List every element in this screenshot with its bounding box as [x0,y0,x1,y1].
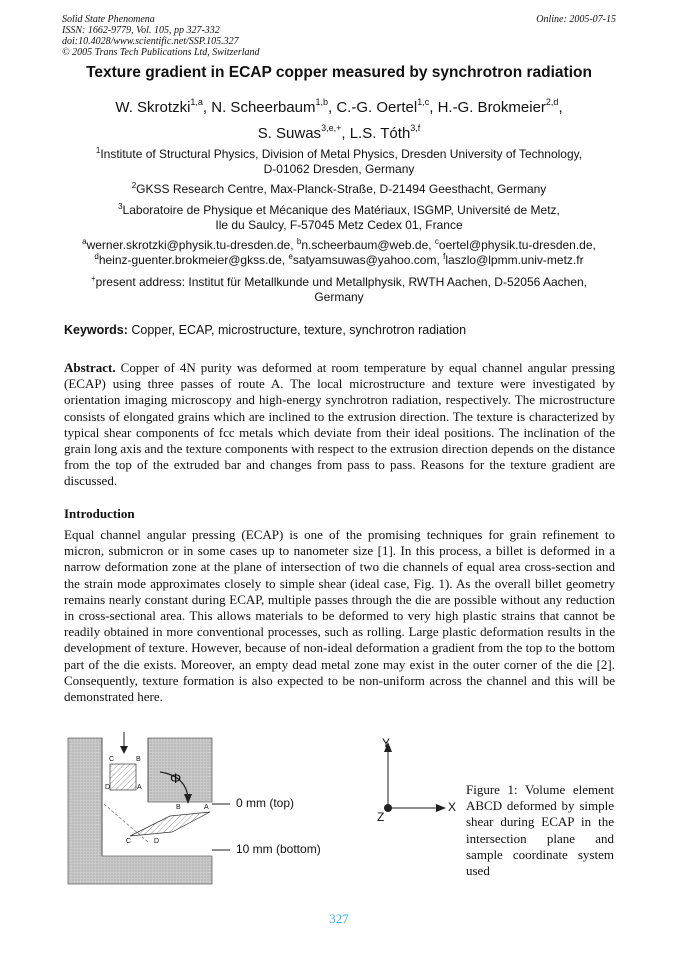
sheared-c-label: C [126,838,132,845]
sheared-a-label: A [204,804,209,811]
doi-line: doi:10.4028/www.scientific.net/SSP.105.327 [62,36,239,47]
keywords [64,323,618,337]
author: N. Scheerbaum [211,99,316,116]
section-heading-introduction: Introduction [64,506,135,521]
email-link[interactable]: laszlo@lpmm.univ-metz.fr [445,253,584,267]
paper-title: Texture gradient in ECAP copper measured by synchrotron radiation [86,64,592,81]
author-sup: 3,e,+ [321,123,342,133]
corner-d-label: D [105,784,111,791]
author: S. Suwas [257,125,322,142]
affiliation-2: $^2$GKSS Research Centre, Max-Planck-Straße, D-21494 Geesthacht, Germany [131,181,547,196]
email-link[interactable]: n.scheerbaum@web.de [301,238,429,252]
email-link[interactable]: heinz-guenter.brokmeier@gkss.de [98,253,282,267]
z-axis-dot [384,804,392,812]
affiliation-3: $^3$Laboratoire de Physique et Mécanique des Matériaux, ISGMP, Université de Metz, Ile du Saulcy, F-57045 Metz Cedex 01, France [118,202,560,232]
keywords-text: Copper, ECAP, microstructure, texture, synchrotron radiation [127,323,467,337]
phi-label: Φ [170,770,182,786]
email-link[interactable]: oertel@physik.tu-dresden.de, [438,238,596,252]
email-list: $^a$werner.skrotzki@physik.tu-dresden.de, $^b$n.scheerbaum@web.de, $^c$oertel@physik.tu-dresden.de, $^d$heinz-guenter.brokmeier@gkss.de, $^e$satyamsuwas@yahoo.com, $^f$laszlo@lpmm.univ-metz.fr [82,237,596,267]
author: C.-G. Oertel [336,99,418,116]
ecap-die-diagram [60,732,480,892]
journal-name: Solid State Phenomena [62,14,155,25]
abstract-text: Copper of 4N purity was deformed at room temperature by equal channel angular pressing (ECAP) using three passes of route A. The local microstructure and texture were investigated by orientation imaging microscopy and high-energy synchrotron radiation, respectively. The microstructure consists of elongated grains which are inclined to the extrusion direction. The texture is characterized by typical shear components of fcc metals which deviate from their ideal positions. The inclination of the grain long axis and the texture components with respect to the extrusion direction depends on the distance from the top of the extruded bar and changes from pass to pass. Reasons for the texture gradient are discussed. [64,360,615,489]
online-date: Online: 2005-07-15 [536,14,616,25]
axis-z-label: Z [377,810,385,824]
sheared-b-label: B [176,804,181,811]
sheared-d-label: D [154,838,160,845]
corner-a-label: A [137,784,142,791]
corner-b-label: B [136,756,141,763]
page-number: 327 [329,911,349,926]
figure-1-caption: Figure 1: Volume element ABCD deformed by simple shear during ECAP in the intersection plane and sample coordinate system used [466,782,614,879]
author-line-2: S. Suwas$^{3,e,+}$, L.S. Tóth$^{3,f}$ [257,123,421,142]
affiliation-1: $^1$Institute of Structural Physics, Division of Metal Physics, Dresden University of Technology, D-01062 Dresden, Germany [95,146,583,176]
author: H.-G. Brokmeier [437,99,546,116]
abstract-label: Abstract. [64,360,116,375]
abstract [64,360,615,490]
volume-element-initial [110,764,136,790]
label-top: 0 mm (top) [236,796,295,810]
axis-y-label: Y [382,736,391,750]
author-sup: 2,d [545,97,559,107]
email-link[interactable]: satyamsuwas@yahoo.com [292,253,437,267]
present-address: +present address: Institut für Metallkunde und Metallphysik, RWTH Aachen, D-52056 Aachen, Germany [90,274,588,304]
author-sup: 1,b [315,97,328,107]
author-line-1: W. Skrotzki$^{1,a}$, N. Scheerbaum$^{1,b}$, C.-G. Oertel$^{1,c}$, H.-G. Brokmeier$^{2,d}$, [115,97,563,116]
author-list [40,95,638,147]
corner-c-label: C [109,756,115,763]
intersection-plane [104,804,148,842]
author-sup: 1,a [190,97,203,107]
email-link[interactable]: werner.skrotzki@physik.tu-dresden.de [86,238,291,252]
volume-element-sheared [130,812,210,836]
author: W. Skrotzki [115,99,191,116]
axis-x-label: X [448,800,457,814]
label-bottom: 10 mm (bottom) [236,842,321,856]
author-sup: 3,f [410,123,421,133]
journal-header [62,14,616,58]
author-sup: 1,c [417,97,430,107]
author: L.S. Tóth [349,125,411,142]
issn-line: ISSN: 1662-9779, Vol. 105, pp 327-332 [62,25,220,36]
introduction-text: Equal channel angular pressing (ECAP) is one of the promising techniques for grain refinement to micron, submicron or in some cases up to nanometer size [1]. In this process, a billet is deformed in a narrow deformation zone at the plane of intersection of two die channels of equal area cross-section and the strain mode approximates closely to simple shear (ideal case, Fig. 1). As the overall billet geometry remains nearly constant during ECAP, multiple passes through the die are possible without any reduction in cross-sectional area. This allows materials to be deformed to very high plastic strains that cannot be readily obtained in more conventional processes, such as rolling. Large plastic deformation results in the development of texture. However, because of non-ideal deformation a gradient from the top to the bottom part of the die exists. Moreover, an empty dead metal zone may exist in the outer corner of the die [2]. Consequently, texture formation is also expected to be non-uniform across the channel and this will be demonstrated here. [64,527,615,705]
figure-1 [60,732,480,892]
copyright-line: © 2005 Trans Tech Publications Ltd, Switzerland [62,47,260,58]
keywords-label: Keywords: [64,323,128,337]
